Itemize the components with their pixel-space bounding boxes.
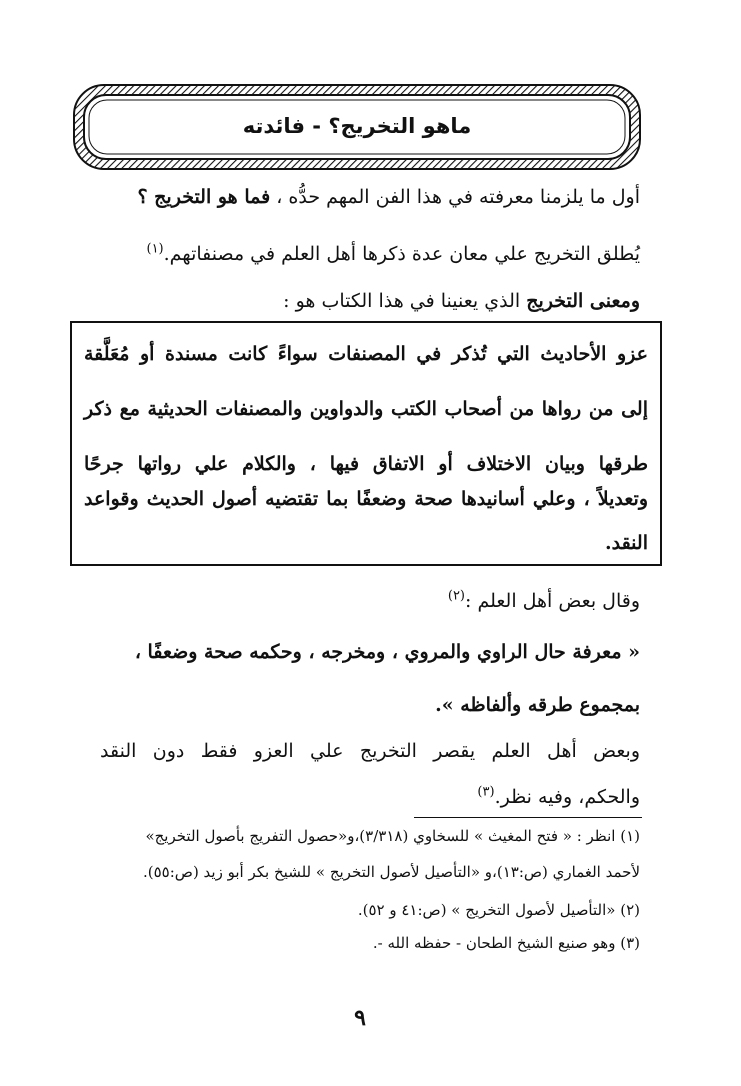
paragraph-intro (137, 181, 640, 213)
meanings-text: يُطلق التخريج علي معان عدة ذكرها أهل العلم في مصنفاتهم. (163, 243, 640, 265)
page-number: ٩ (354, 1005, 366, 1031)
footnote-1: (١) انظر : « فتح المغيث » للسخاوي (٣/٣١٨)،و«حصول التفريج بأصول التخريج» (145, 827, 640, 845)
intro-text: أول ما يلزمنا معرفته في هذا الفن المهم حدُّه ، (270, 186, 640, 208)
footnote-separator (414, 817, 642, 818)
quote-line: بمجموع طرقه وألفاظه ». (435, 694, 640, 716)
definition-intro-text: الذي يعنينا في هذا الكتاب هو : (283, 290, 527, 312)
chapter-title-banner (72, 83, 642, 171)
definition-line: النقد. (604, 532, 648, 554)
paragraph-scholar-quote-intro (448, 585, 640, 617)
chapter-title: ماهو التخريج؟ - فائدته (242, 114, 472, 138)
definition-line: طرقها وبيان الاختلاف أو الاتفاق فيها ، والكلام علي رواتها جرحًا (84, 453, 648, 475)
footnote-ref-3: (٣) (477, 784, 495, 800)
definition-line: عزو الأحاديث التي تُذكر في المصنفات سواءً كانت مسندة أو مُعَلَّقة (84, 343, 648, 365)
paragraph-meanings (146, 238, 640, 270)
quote-line: « معرفة حال الراوي والمروي ، ومخرجه ، وحكمه صحة وضعفًا ، (134, 641, 640, 663)
scholar-quote-intro-text: وقال بعض أهل العلم : (465, 590, 640, 612)
intro-question: فما هو التخريج ؟ (137, 186, 271, 208)
restriction-end-text: والحكم، وفيه نظر. (494, 786, 640, 808)
paragraph-definition-intro (283, 285, 640, 317)
footnote-1-continued: لأحمد الغماري (ص:١٣)،و «التأصيل لأصول التخريج » للشيخ بكر أبو زيد (ص:٥٥). (143, 863, 640, 881)
footnote-3: (٣) وهو صنيع الشيخ الطحان - حفظه الله -. (372, 934, 640, 952)
definition-box (70, 321, 662, 566)
footnote-2: (٢) «التأصيل لأصول التخريج » (ص:٤١ و ٥٢). (357, 901, 640, 919)
definition-lead: ومعنى التخريج (526, 290, 640, 312)
footnote-ref-1: (١) (146, 241, 164, 257)
footnote-ref-2: (٢) (447, 588, 465, 604)
paragraph-restriction: وبعض أهل العلم يقصر التخريج علي العزو فقط دون النقد (100, 740, 640, 762)
definition-line: إلى من رواها من أصحاب الكتب والدواوين والمصنفات الحديثية مع ذكر (84, 398, 648, 420)
paragraph-restriction-end (477, 781, 640, 813)
definition-line: وتعديلاً ، وعلي أسانيدها صحة وضعفًا بما تقتضيه أصول الحديث وقواعد (84, 488, 648, 510)
